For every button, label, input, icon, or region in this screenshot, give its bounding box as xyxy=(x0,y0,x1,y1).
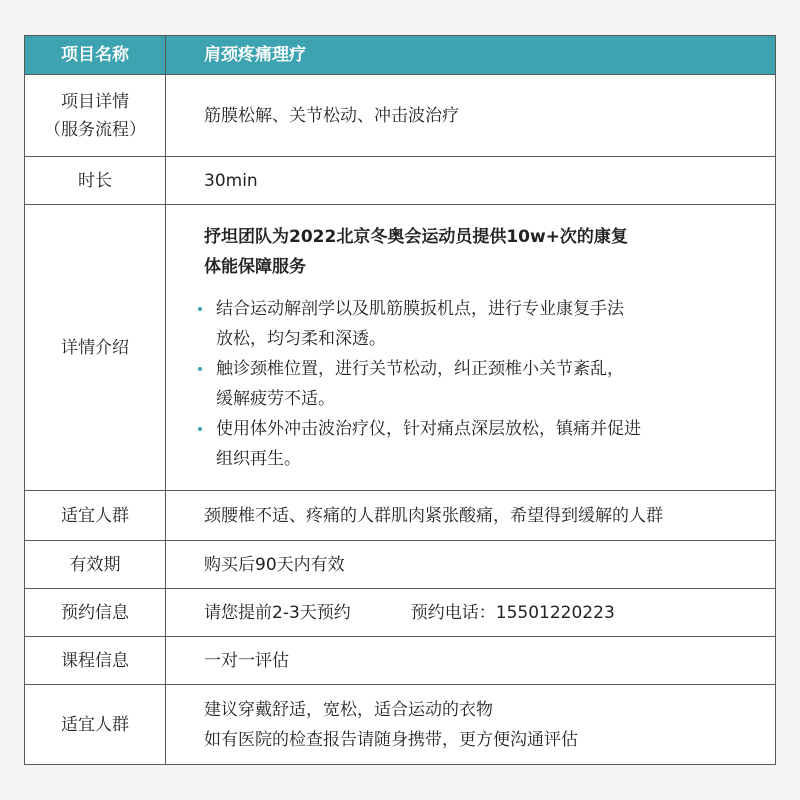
duration-value: 30min xyxy=(166,157,776,205)
table-row-suitable xyxy=(25,491,776,541)
booking-label: 预约信息 xyxy=(25,589,166,637)
header-value: 肩颈疼痛理疗 xyxy=(166,36,776,75)
course-label: 课程信息 xyxy=(25,637,166,685)
intro-bullet-list xyxy=(204,294,765,474)
suitable-2-value xyxy=(166,685,776,765)
suitable-value: 颈腰椎不适、疼痛的人群肌肉紧张酸痛，希望得到缓解的人群 xyxy=(166,491,776,541)
intro-bullet xyxy=(204,294,765,354)
header-label: 项目名称 xyxy=(25,36,166,75)
booking-value xyxy=(166,589,776,637)
table-row-validity xyxy=(25,541,776,589)
table-row-suitable-2 xyxy=(25,685,776,765)
intro-label: 详情介绍 xyxy=(25,205,166,491)
intro-bullet-line2: 缓解疲劳不适。 xyxy=(216,388,335,409)
validity-label: 有效期 xyxy=(25,541,166,589)
table-row-booking xyxy=(25,589,776,637)
table-row-duration xyxy=(25,157,776,205)
duration-label: 时长 xyxy=(25,157,166,205)
suitable-label: 适宜人群 xyxy=(25,491,166,541)
intro-bullet-line2: 放松，均匀柔和深透。 xyxy=(216,328,386,349)
suitable-2-line2: 如有医院的检查报告请随身携带，更方便沟通评估 xyxy=(204,729,578,750)
suitable-2-label: 适宜人群 xyxy=(25,685,166,765)
validity-value: 购买后90天内有效 xyxy=(166,541,776,589)
table-row-course xyxy=(25,637,776,685)
intro-bullet xyxy=(204,414,765,474)
intro-bullet-line1: 结合运动解剖学以及肌筋膜扳机点，进行专业康复手法 xyxy=(216,298,624,319)
detail-value: 筋膜松解、关节松动、冲击波治疗 xyxy=(166,75,776,157)
intro-bullet-line2: 组织再生。 xyxy=(216,448,301,469)
table-row-intro xyxy=(25,205,776,491)
booking-advance-text: 请您提前2-3天预约 xyxy=(204,602,351,623)
service-detail-table xyxy=(24,35,776,765)
detail-label-line2: （服务流程） xyxy=(44,119,146,140)
intro-lead-line2: 体能保障服务 xyxy=(204,256,306,277)
detail-label xyxy=(25,75,166,157)
intro-value xyxy=(166,205,776,491)
booking-phone: 预约电话：15501220223 xyxy=(410,602,615,623)
course-value: 一对一评估 xyxy=(166,637,776,685)
intro-lead xyxy=(204,222,765,282)
detail-label-line1: 项目详情 xyxy=(61,91,129,112)
intro-bullet xyxy=(204,354,765,414)
intro-bullet-line1: 触诊颈椎位置，进行关节松动，纠正颈椎小关节紊乱， xyxy=(216,358,624,379)
intro-lead-line1: 抒坦团队为2022北京冬奥会运动员提供10w+次的康复 xyxy=(204,226,628,247)
intro-bullet-line1: 使用体外冲击波治疗仪，针对痛点深层放松，镇痛并促进 xyxy=(216,418,641,439)
table-row-detail xyxy=(25,75,776,157)
table-header-row xyxy=(25,36,776,75)
suitable-2-line1: 建议穿戴舒适，宽松，适合运动的衣物 xyxy=(204,699,493,720)
